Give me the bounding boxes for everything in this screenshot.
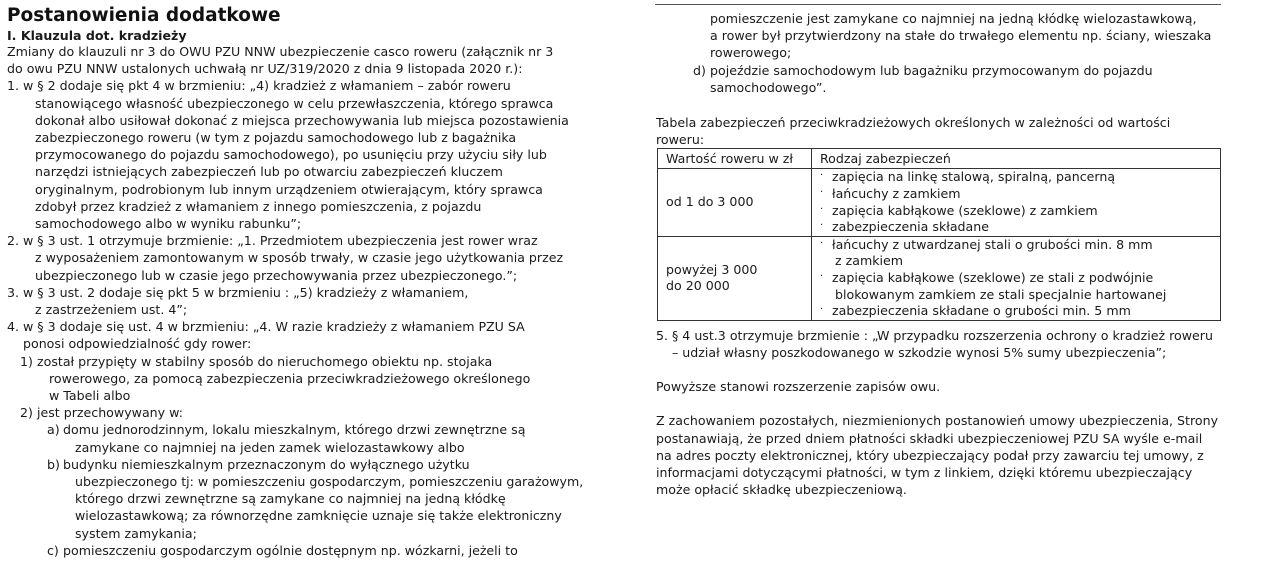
bullet-item — [820, 203, 1212, 220]
bullet-icon: · — [820, 187, 824, 199]
table-header-cell: Wartość roweru w zł — [658, 149, 812, 169]
item-line: budynku niemieszkalnym przeznaczonym do wyłącznego użytku — [63, 456, 470, 472]
bullet-text: zapięcia kabłąkowe (szeklowe) z zamkiem — [832, 202, 1098, 218]
table-caption: roweru: — [656, 132, 705, 148]
item-number: 1. — [7, 78, 20, 94]
letter-item-d — [693, 62, 1222, 96]
item-line: ponosi odpowiedzialność gdy rower: — [23, 336, 252, 352]
item-line: pomieszczenie jest zamykane co najmniej na jedną kłódkę wielozastawkową, — [710, 11, 1197, 26]
bullet-item — [820, 303, 1212, 320]
security-table — [657, 148, 1221, 320]
section-title: I. Klauzula dot. kradzieży — [7, 28, 187, 43]
table-row — [658, 236, 1221, 320]
item-line: zdobył przez kradzież z włamaniem z innego pomieszczenia, z pojazdu — [35, 198, 482, 214]
bullet-icon: · — [820, 220, 824, 232]
closing-line: informacjami dotyczącymi płatności, w tym z linkiem, dzięki któremu ubezpieczający — [656, 464, 1193, 480]
letter-label: b) — [47, 456, 60, 472]
table-row — [658, 169, 1221, 236]
table-header-row — [658, 149, 1221, 169]
intro-line: Zmiany do klauzuli nr 3 do OWU PZU NNW ubezpieczenie casco roweru (załącznik nr 3 — [7, 44, 554, 59]
letter-label: d) — [693, 62, 706, 78]
bullet-text: blokowanym zamkiem ze stali specjalnie hartowanej — [835, 286, 1167, 302]
closing-line: postanawiają, że przed dniem płatności składki ubezpieczeniowej PZU SA wyśle e-mail — [656, 430, 1203, 446]
item-line: ubezpieczonego lub w czasie jego przechowywania przez ubezpieczonego.”; — [35, 267, 518, 283]
left-column — [7, 4, 637, 559]
sub-item-1 — [7, 353, 637, 405]
bullet-item — [820, 219, 1212, 236]
clause-item-4 — [7, 318, 637, 352]
letter-label: c) — [47, 542, 59, 558]
table-caption: Tabela zabezpieczeń przeciwkradzieżowych określonych w zależności od wartości — [656, 115, 1171, 131]
item-line: samochodowego”. — [710, 79, 827, 95]
item-line: zabezpieczonego roweru (w tym z pojazdu samochodowego lub z bagażnika — [35, 130, 517, 146]
bullet-item — [820, 169, 1212, 186]
bullet-text: zabezpieczenia składane — [832, 219, 989, 235]
sub-item-number: 1) — [20, 353, 33, 369]
item-line: dokonał albo usiłował dokonać z miejsca przechowywania lub miejsca pozostawienia — [35, 112, 569, 128]
bullet-icon: · — [820, 270, 824, 282]
letter-label: a) — [47, 422, 60, 438]
bullet-text: łańcuchy z utwardzanej stali o grubości min. 8 mm — [832, 236, 1153, 252]
item-number: 3. — [7, 284, 20, 300]
bullet-item — [820, 237, 1212, 270]
item-line: stanowiącego własność ubezpieczonego w celu przewłaszczenia, którego sprawca — [35, 95, 554, 111]
item-number: 2. — [7, 233, 20, 249]
item-line: z zastrzeżeniem ust. 4”; — [35, 302, 188, 318]
value-range-cell: od 1 do 3 000 — [658, 169, 812, 236]
page-title: Postanowienia dodatkowe — [7, 5, 281, 26]
clause-item-5 — [656, 327, 1222, 361]
letter-item-c — [7, 542, 637, 559]
letter-item-c-continued — [656, 10, 1222, 96]
item-number: 5. — [656, 327, 669, 343]
item-number: 4. — [7, 319, 20, 335]
item-line: – udział własny poszkodowanego w szkodzie wynosi 5% sumy ubezpieczenia”; — [672, 344, 1167, 360]
item-line: wielozastawkową; za równorzędne zamknięcie uznaje się także elektroniczny — [75, 508, 562, 524]
extension-note: Powyższe stanowi rozszerzenie zapisów owu. — [656, 379, 941, 395]
item-line: oryginalnym, podrobionym lub innym urządzeniem otwierającym, który sprawca — [35, 181, 543, 197]
item-line: zamykane co najmniej na jeden zamek wielozastawkowy albo — [75, 439, 465, 455]
item-line: rowerowego, za pomocą zabezpieczenia przeciwkradzieżowego określonego — [49, 370, 531, 386]
bullet-icon: · — [820, 203, 824, 215]
item-line: przymocowanego do pojazdu samochodowego), po usunięciu przy użyciu siły lub — [35, 147, 547, 163]
clause-item-2 — [7, 232, 637, 284]
bullet-text: zapięcia na linkę stalową, spiralną, pancerną — [832, 169, 1116, 185]
item-line: narzędzi istniejących zabezpieczeń lub po otwarciu zabezpieczeń kluczem — [35, 164, 503, 180]
value-range-line: powyżej 3 000 — [666, 261, 758, 277]
item-line: domu jednorodzinnym, lokalu mieszkalnym, którego drzwi zewnętrzne są — [63, 422, 526, 438]
bullet-icon: · — [820, 170, 824, 182]
item-line: ubezpieczonego tj: w pomieszczeniu gospodarczym, pomieszczeniu garażowym, — [75, 474, 584, 490]
item-line: a rower był przytwierdzony na stałe do trwałego elementu np. ściany, wieszaka — [710, 28, 1212, 44]
bullet-text: łańcuchy z zamkiem — [832, 186, 961, 202]
value-range-cell — [658, 236, 812, 320]
item-line: pomieszczeniu gospodarczym ogólnie dostępnym np. wózkarni, jeżeli to — [63, 542, 518, 558]
letter-item-a — [7, 421, 637, 455]
bullet-icon: · — [820, 304, 824, 316]
item-line: system zamykania; — [75, 525, 197, 541]
closing-paragraph — [656, 412, 1222, 498]
table-header-cell: Rodzaj zabezpieczeń — [812, 149, 1221, 169]
item-line: rowerowego; — [710, 45, 792, 61]
clause-item-1 — [7, 77, 637, 232]
bullet-text: z zamkiem — [835, 253, 904, 269]
item-line: pojeździe samochodowym lub bagażniku przymocowanym do pojazdu — [710, 62, 1153, 78]
item-line: z wyposażeniem zamontowanym w sposób trwały, w czasie jego użytkowania przez — [35, 250, 564, 266]
bullet-item — [820, 186, 1212, 203]
item-line: w § 3 dodaje się ust. 4 w brzmieniu: „4. W razie kradzieży z włamaniem PZU SA — [23, 319, 525, 335]
item-line: w § 3 ust. 2 dodaje się pkt 5 w brzmieniu : „5) kradzieży z włamaniem, — [23, 284, 469, 300]
bullet-text: zabezpieczenia składane o grubości min. 5 mm — [832, 303, 1131, 319]
right-column — [656, 10, 1222, 498]
closing-line: może opłacić składkę ubezpieczeniową. — [656, 482, 907, 498]
bullet-item — [820, 270, 1212, 303]
item-line: został przypięty w stabilny sposób do nieruchomego obiektu np. stojaka — [37, 353, 493, 369]
security-types-cell — [812, 169, 1221, 236]
item-line: jest przechowywany w: — [37, 405, 183, 421]
letter-item-b — [7, 456, 637, 542]
top-divider — [655, 4, 1221, 5]
closing-line: na adres poczty elektronicznej, który ubezpieczający podał przy zawarciu tej umowy, z — [656, 447, 1204, 463]
value-range-line: do 20 000 — [666, 278, 730, 294]
intro-line: do owu PZU NNW ustalonych uchwałą nr UZ/319/2020 z dnia 9 listopada 2020 r.): — [7, 61, 523, 77]
item-line: w § 2 dodaje się pkt 4 w brzmieniu: „4) kradzież z włamaniem – zabór roweru — [23, 78, 511, 94]
item-line: którego drzwi zewnętrzne są zamykane co najmniej na jedną kłódkę — [75, 491, 506, 507]
bullet-icon: · — [820, 237, 824, 249]
item-line: w § 3 ust. 1 otrzymuje brzmienie: „1. Przedmiotem ubezpieczenia jest rower wraz — [23, 233, 538, 249]
item-line: w Tabeli albo — [49, 388, 131, 404]
sub-item-2 — [7, 404, 637, 421]
security-types-cell — [812, 236, 1221, 320]
item-line: § 4 ust.3 otrzymuje brzmienie : „W przypadku rozszerzenia ochrony o kradzież roweru — [672, 327, 1213, 343]
item-line: samochodowego albo w wyniku rabunku”; — [35, 216, 302, 232]
sub-item-number: 2) — [20, 405, 33, 421]
clause-item-3 — [7, 284, 637, 318]
bullet-text: zapięcia kabłąkowe (szeklowe) ze stali z podwójnie — [832, 269, 1154, 285]
closing-line: Z zachowaniem pozostałych, niezmienionych postanowień umowy ubezpieczenia, Strony — [656, 413, 1219, 429]
